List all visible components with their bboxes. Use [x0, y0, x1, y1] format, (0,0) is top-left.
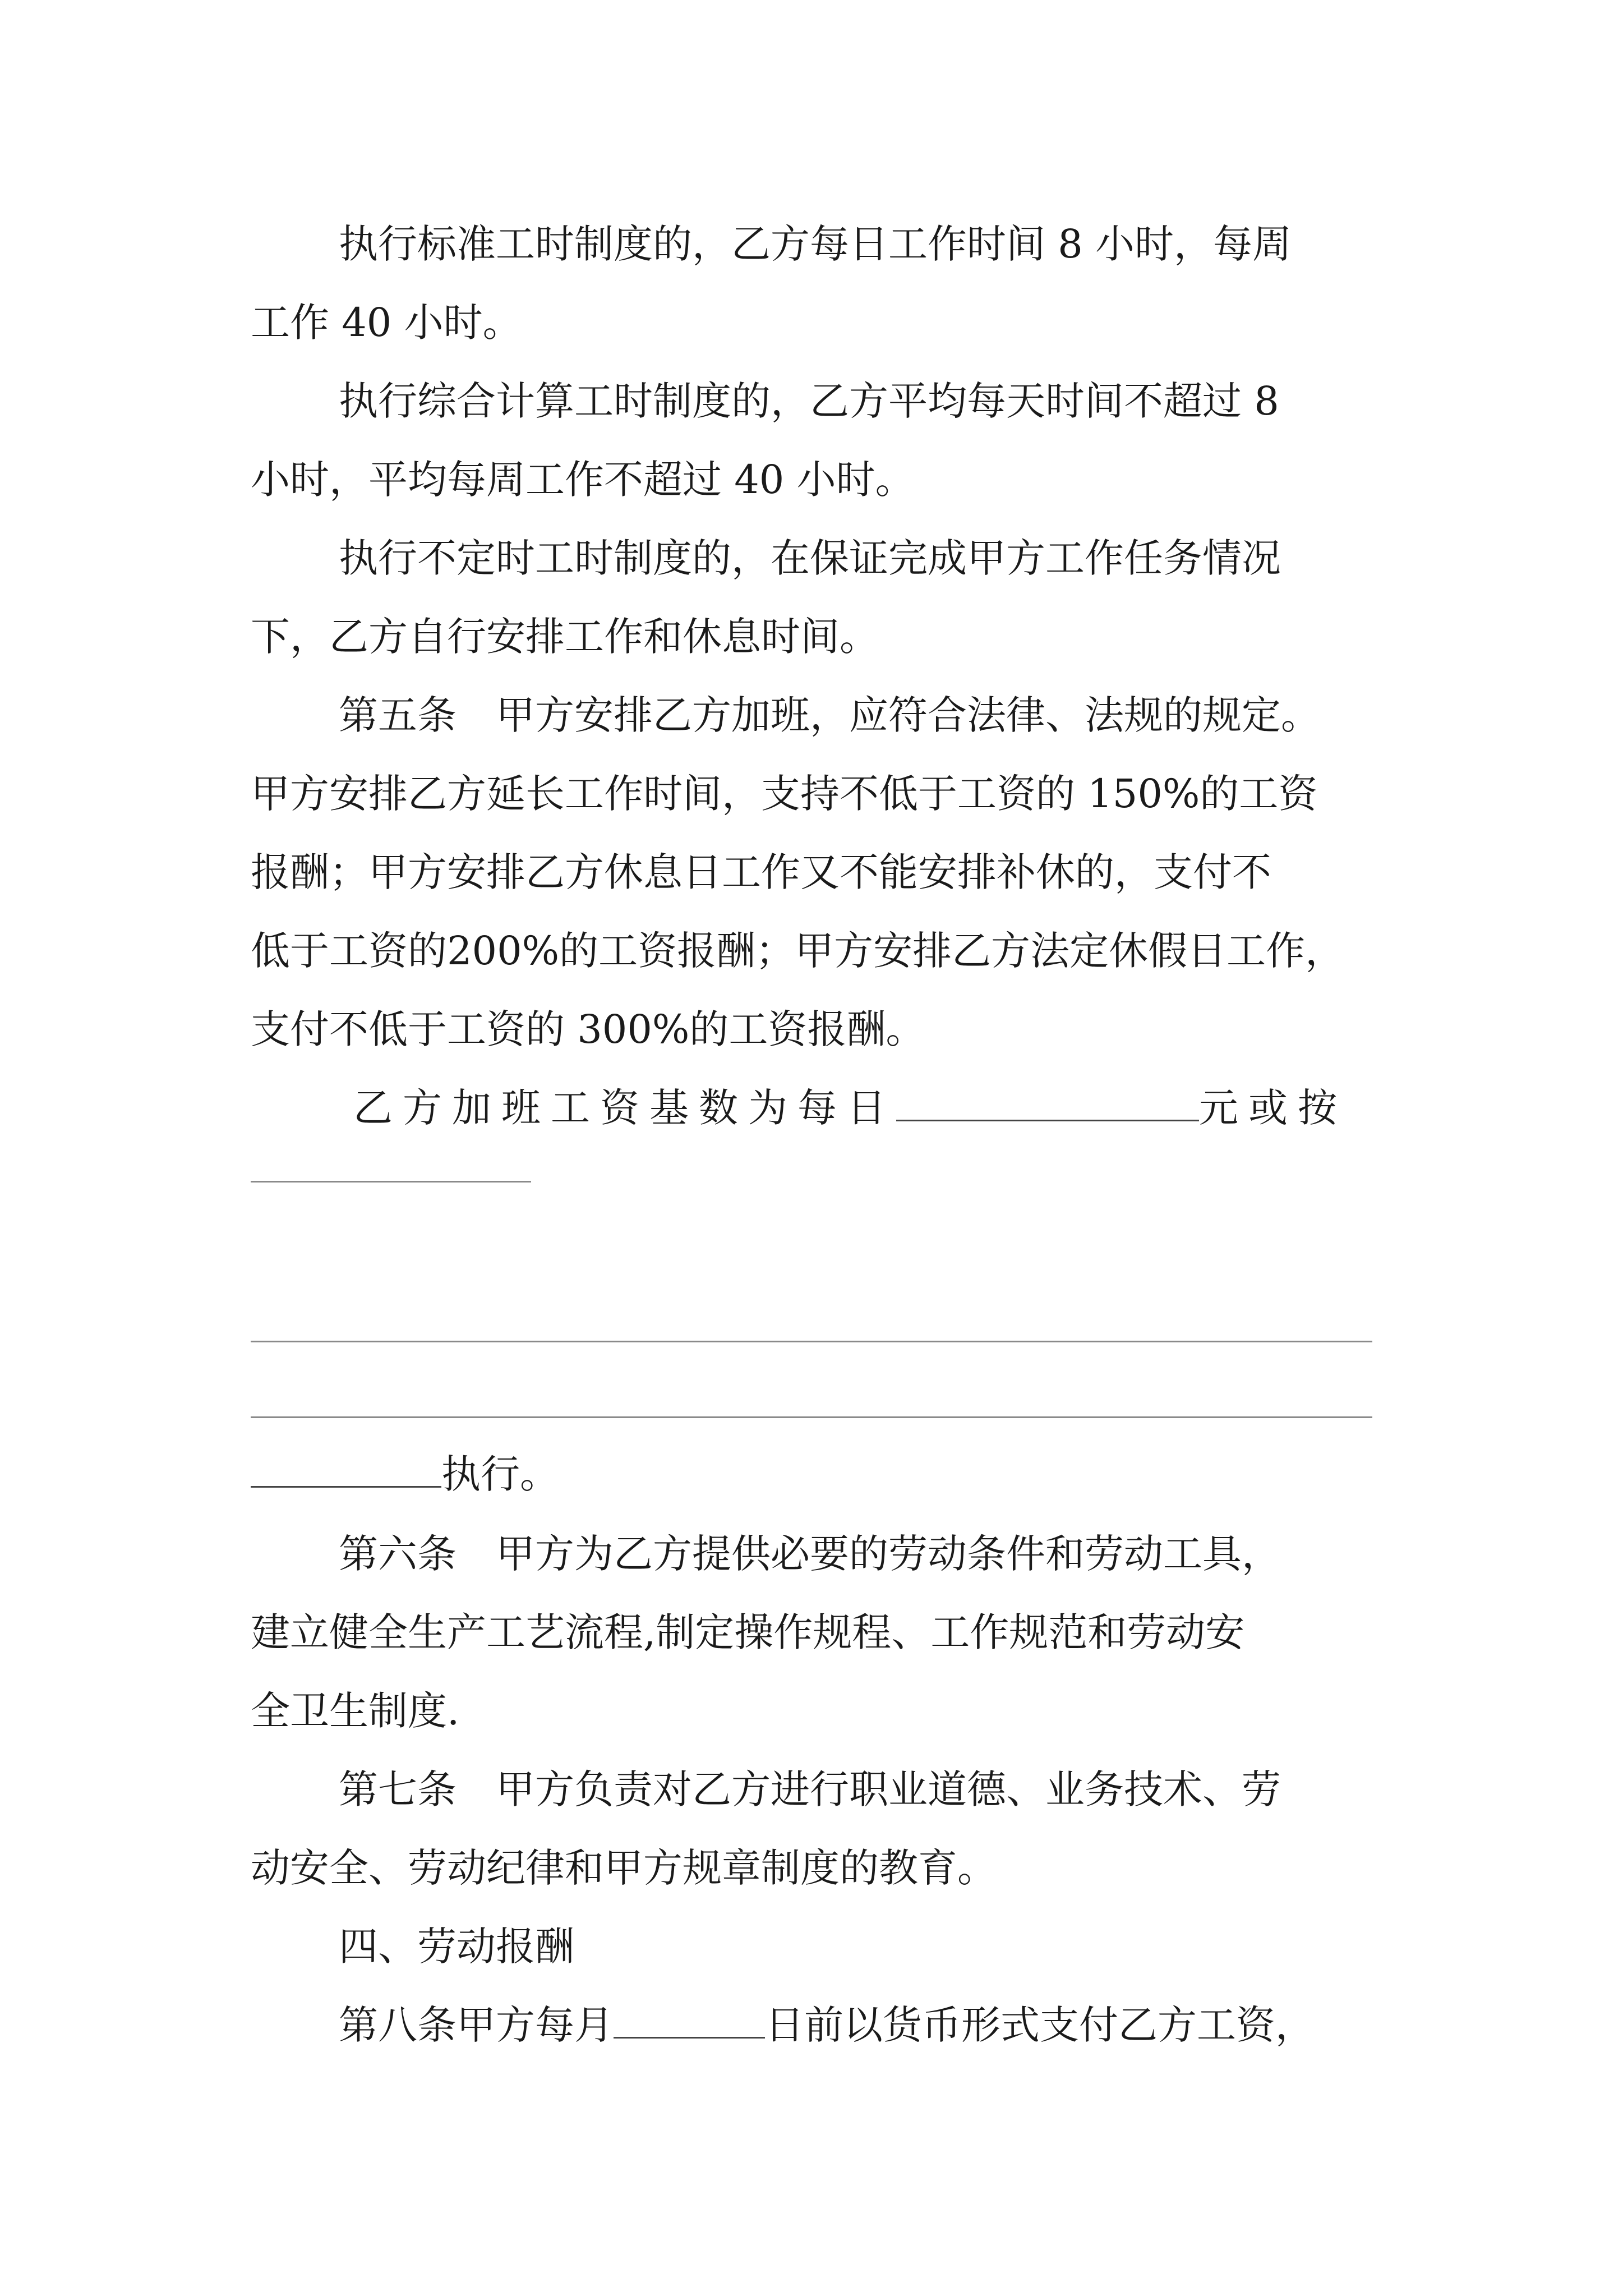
article-6-heading-line: 第六条 甲方为乙方提供必要的劳动条件和劳动工具， [339, 1531, 1281, 1577]
paragraph-line: 执行标准工时制度的，乙方每日工作时间 8 小时，每周 [339, 221, 1292, 267]
overtime-base-line [353, 1080, 1347, 1136]
pay-day-blank [614, 1999, 765, 2039]
article-5-heading-line: 第五条 甲方安排乙方加班，应符合法律、法规的规定。 [339, 692, 1320, 738]
paragraph-line: 报酬；甲方安排乙方休息日工作又不能安排补休的，支付不 [251, 849, 1271, 895]
overtime-suffix: 元或按 [1199, 1085, 1347, 1131]
paragraph-line: 支付不低于工资的 300%的工资报酬。 [251, 1006, 925, 1052]
overtime-prefix: 乙方加班工资基数为每日 [353, 1085, 896, 1131]
paragraph-line: 工作 40 小时。 [251, 300, 522, 346]
fill-in-blank-line [251, 1181, 531, 1182]
paragraph-line: 动安全、劳动纪律和甲方规章制度的教育。 [251, 1845, 997, 1891]
paragraph-line: 下，乙方自行安排工作和休息时间。 [251, 614, 879, 660]
fill-in-blank-line [251, 1416, 1372, 1418]
article-8-line [339, 1997, 1315, 2053]
paragraph-line: 甲方安排乙方延长工作时间，支持不低于工资的 150%的工资 [251, 771, 1318, 817]
fill-in-blank-line [251, 1341, 1372, 1342]
article8-suffix: 日前以货币形式支付乙方工资， [765, 2002, 1315, 2048]
execute-suffix: 执行。 [441, 1451, 559, 1497]
paragraph-line: 执行综合计算工时制度的，乙方平均每天时间不超过 8 [339, 378, 1279, 424]
article-7-heading-line: 第七条 甲方负责对乙方进行职业道德、业务技术、劳 [339, 1766, 1281, 1812]
section-heading: 四、劳动报酬 [339, 1924, 574, 1970]
paragraph-line: 执行不定时工时制度的，在保证完成甲方工作任务情况 [339, 535, 1281, 581]
execute-line [251, 1446, 559, 1502]
paragraph-line: 小时，平均每周工作不超过 40 小时。 [251, 457, 915, 503]
overtime-amount-blank [896, 1082, 1199, 1121]
paragraph-line: 全卫生制度. [251, 1688, 460, 1734]
paragraph-line: 低于工资的200%的工资报酬；甲方安排乙方法定休假日工作， [251, 928, 1345, 974]
article8-prefix: 第八条甲方每月 [339, 2002, 614, 2048]
execute-blank [251, 1448, 441, 1488]
paragraph-line: 建立健全生产工艺流程,制定操作规程、工作规范和劳动安 [251, 1609, 1245, 1655]
